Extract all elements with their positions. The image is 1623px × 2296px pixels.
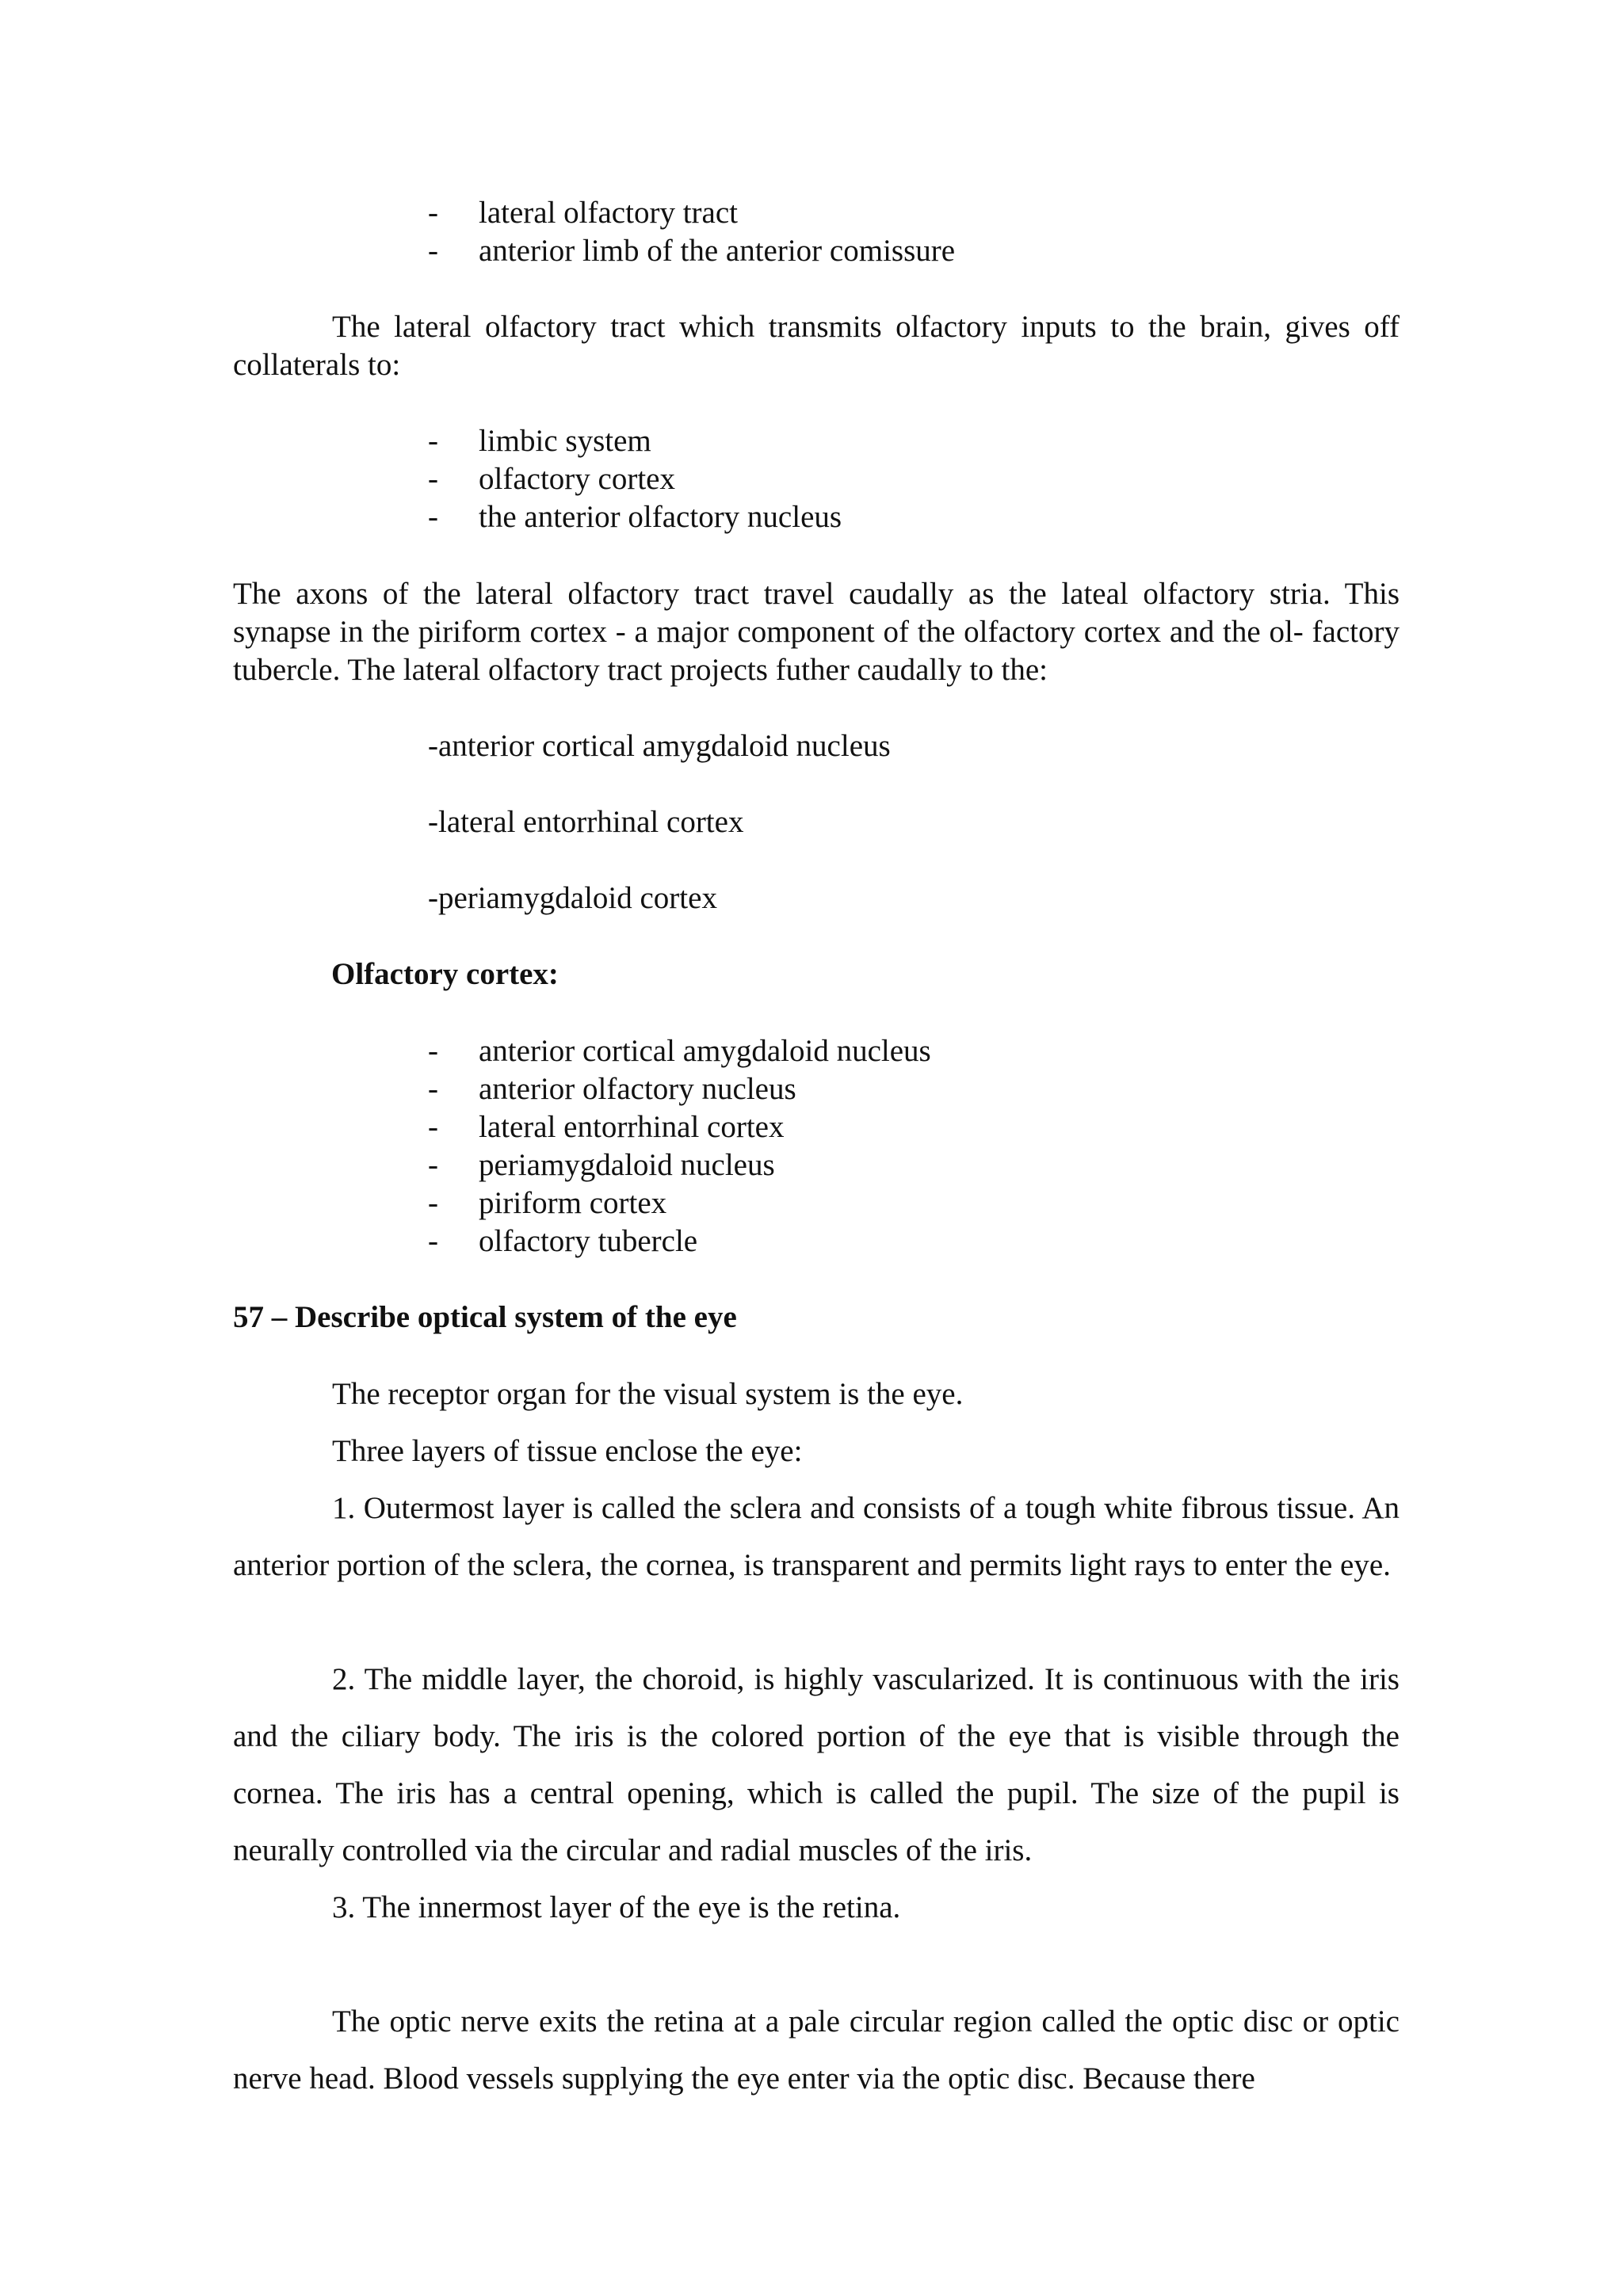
list-item: -anterior cortical amygdaloid nucleus — [428, 729, 891, 763]
list-item: -lateral entorrhinal cortex — [428, 805, 744, 839]
list-item: olfactory cortex — [479, 462, 675, 496]
list-item: piriform cortex — [479, 1186, 667, 1220]
paragraph-axons: The axons of the lateral olfactory tract travel caudally as the lateal olfactory stria. This synapse in the piriform cortex - a major component of the olfactory cortex and the ol- factory tubercle. The lateral olfactory tract projects futher caudally to the: — [233, 577, 1400, 687]
paragraph-optic-nerve: The optic nerve exits the retina at a pale circular region called the optic disc or optic nerve head. Blood vessels supplying the eye enter via the optic disc. Because there — [233, 2004, 1400, 2096]
list-dash: - — [428, 1224, 438, 1258]
paragraph-three-layers: Three layers of tissue enclose the eye: — [332, 1434, 803, 1468]
list-dash: - — [428, 1072, 438, 1106]
list-dash: - — [428, 462, 438, 496]
list-dash: - — [428, 500, 438, 534]
paragraph-layer-2: 2. The middle layer, the choroid, is highly vascularized. It is continuous with the iris and the ciliary body. The iris is the colored portion of the eye that is visible through the cornea. The iris has a central opening, which is called the pupil. The size of the pupil is neurally controlled via the circular and radial muscles of the iris. — [233, 1662, 1400, 1867]
list-dash: - — [428, 1110, 438, 1144]
paragraph-layer-3: 3. The innermost layer of the eye is the retina. — [332, 1890, 901, 1924]
list-dash: - — [428, 196, 438, 230]
list-dash: - — [428, 1186, 438, 1220]
list-item: anterior cortical amygdaloid nucleus — [479, 1034, 931, 1068]
list-item: anterior limb of the anterior comissure — [479, 234, 956, 268]
list-item: periamygdaloid nucleus — [479, 1148, 775, 1182]
list-dash: - — [428, 424, 438, 458]
paragraph-receptor: The receptor organ for the visual system is the eye. — [332, 1377, 964, 1411]
list-item: the anterior olfactory nucleus — [479, 500, 842, 534]
list-dash: - — [428, 1034, 438, 1068]
section-heading: Olfactory cortex: — [331, 957, 559, 991]
list-dash: - — [428, 234, 438, 268]
paragraph-collaterals: The lateral olfactory tract which transmits olfactory inputs to the brain, gives off collaterals to: — [233, 310, 1400, 382]
list-item: -periamygdaloid cortex — [428, 881, 717, 915]
list-item: limbic system — [479, 424, 651, 458]
list-dash: - — [428, 1148, 438, 1182]
question-heading: 57 – Describe optical system of the eye — [233, 1300, 737, 1334]
paragraph-layer-1: 1. Outermost layer is called the sclera and consists of a tough white fibrous tissue. An anterior portion of the sclera, the cornea, is transparent and permits light rays to enter the eye. — [233, 1491, 1400, 1582]
list-item: lateral entorrhinal cortex — [479, 1110, 785, 1144]
list-item: anterior olfactory nucleus — [479, 1072, 796, 1106]
list-item: lateral olfactory tract — [479, 196, 738, 230]
list-item: olfactory tubercle — [479, 1224, 698, 1258]
